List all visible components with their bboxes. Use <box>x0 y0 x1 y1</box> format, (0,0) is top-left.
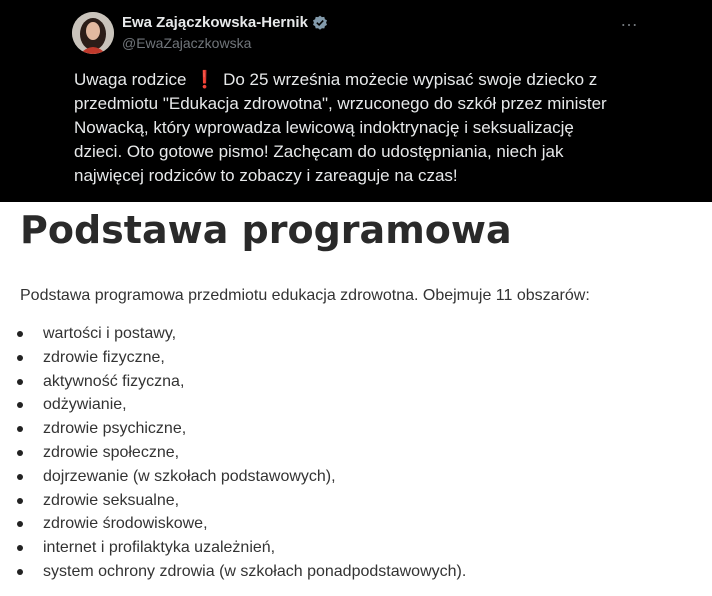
tweet-card <box>0 0 712 202</box>
more-options-icon[interactable]: … <box>620 10 639 30</box>
list-item-text: zdrowie społeczne, <box>43 443 180 461</box>
exclamation-icon: ❗ <box>194 70 216 89</box>
list-item <box>0 346 466 370</box>
areas-list <box>0 322 466 584</box>
list-item-text: system ochrony zdrowia (w szkołach ponadpodstawowych). <box>43 562 467 580</box>
list-item <box>0 441 466 465</box>
tweet-line-1-start: Uwaga rodzice <box>74 70 187 89</box>
tweet-line-1 <box>74 68 664 92</box>
bullet-icon <box>17 426 23 432</box>
list-item <box>0 370 466 394</box>
tweet-line-5: najwięcej rodziców to zobaczy i zareaguje na czas! <box>74 166 458 185</box>
intro-paragraph: Podstawa programowa przedmiotu edukacja zdrowotna. Obejmuje 11 obszarów: <box>20 287 590 304</box>
tweet-line-3: Nowacką, który wprowadza lewicową indoktrynację i seksualizację <box>74 118 574 137</box>
list-item-text: zdrowie psychiczne, <box>43 420 187 438</box>
bullet-icon <box>17 450 23 456</box>
list-item <box>0 512 466 536</box>
list-item <box>0 465 466 489</box>
bullet-icon <box>17 402 23 408</box>
bullet-icon <box>17 521 23 527</box>
list-item <box>0 322 466 346</box>
list-item-text: internet i profilaktyka uzależnień, <box>43 539 276 557</box>
avatar[interactable] <box>72 12 114 54</box>
document-section <box>0 202 712 596</box>
list-item <box>0 393 466 417</box>
list-item-text: wartości i postawy, <box>43 325 177 342</box>
bullet-icon <box>17 474 23 480</box>
tweet-line-4: dzieci. Oto gotowe pismo! Zachęcam do udostępniania, niech jak <box>74 142 564 161</box>
author-name-text[interactable]: Ewa Zajączkowska-Hernik <box>122 14 308 31</box>
list-item-text: aktywność fizyczna, <box>43 372 185 390</box>
list-item <box>0 536 466 560</box>
list-item-text: zdrowie fizyczne, <box>43 348 165 366</box>
tweet-text <box>74 68 664 188</box>
list-item-text: odżywianie, <box>43 396 127 414</box>
tweet-line-2: przedmiotu "Edukacja zdrowotna", wrzuconego do szkół przez minister <box>74 94 607 113</box>
list-item <box>0 417 466 441</box>
bullet-icon <box>17 355 23 361</box>
list-item <box>0 489 466 513</box>
list-item-text: zdrowie środowiskowe, <box>43 515 208 533</box>
author-name[interactable] <box>122 14 328 31</box>
author-handle[interactable]: @EwaZajaczkowska <box>122 35 252 51</box>
bullet-icon <box>17 569 23 575</box>
bullet-icon <box>17 545 23 551</box>
bullet-icon <box>17 331 23 337</box>
bullet-icon <box>17 379 23 385</box>
list-item-text: dojrzewanie (w szkołach podstawowych), <box>43 467 336 485</box>
bullet-icon <box>17 498 23 504</box>
list-item-text: zdrowie seksualne, <box>43 491 180 509</box>
tweet-line-1-rest: Do 25 września możecie wypisać swoje dziecko z <box>223 70 598 89</box>
list-item <box>0 560 466 584</box>
avatar-photo-icon <box>72 12 114 54</box>
page-title: Podstawa programowa <box>20 208 512 252</box>
verified-badge-icon <box>312 15 328 31</box>
